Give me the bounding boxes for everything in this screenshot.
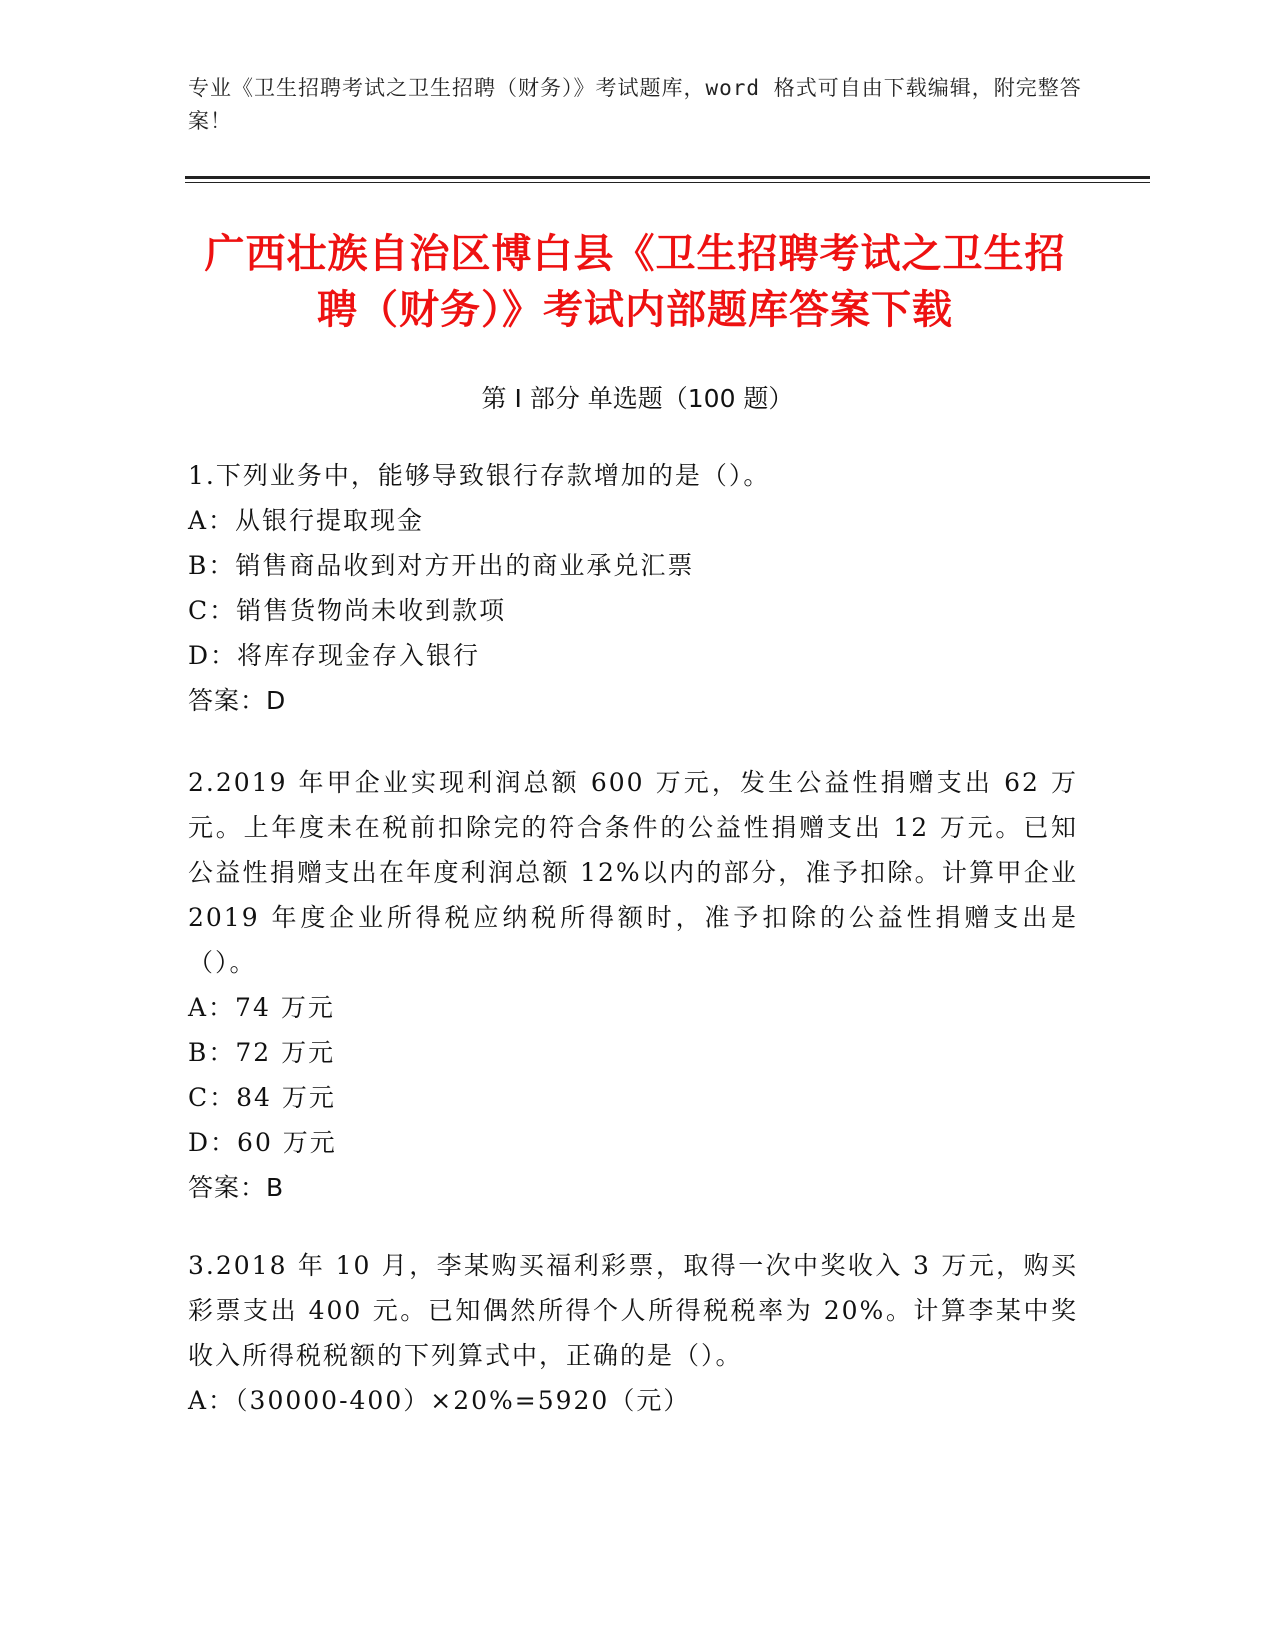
question-stem: 2.2019 年甲企业实现利润总额 600 万元，发生公益性捐赠支出 62 万元。上年度未在税前扣除完的符合条件的公益性捐赠支出 12 万元。已知公益性捐赠支出在年度利润总额 12%以内的部分，准予扣除。计算甲企业 2019 年度企业所得税应纳税所得额时，准予扣除的公益性捐赠支出是（）。 — [188, 768, 1078, 977]
question-2 — [188, 760, 1078, 1210]
question-stem: 1.下列业务中，能够导致银行存款增加的是（）。 — [188, 461, 771, 490]
question-stem: 3.2018 年 10 月，李某购买福利彩票，取得一次中奖收入 3 万元，购买彩票支出 400 元。已知偶然所得个人所得税税率为 20%。计算李某中奖收入所得税税额的下列算式中，正确的是（）。 — [188, 1251, 1078, 1370]
option-a: A：（30000-400）×20%=5920（元） — [188, 1386, 691, 1415]
question-3 — [188, 1243, 1078, 1423]
option-c: C：销售货物尚未收到款项 — [188, 596, 507, 625]
header-note: 专业《卫生招聘考试之卫生招聘（财务）》考试题库，word 格式可自由下载编辑，附完整答案！ — [188, 76, 1082, 133]
option-b: B：72 万元 — [188, 1038, 336, 1067]
option-d: D：将库存现金存入银行 — [188, 641, 481, 670]
option-d: D：60 万元 — [188, 1128, 337, 1157]
document-title: 广西壮族自治区博白县《卫生招聘考试之卫生招聘（财务）》考试内部题库答案下载 — [204, 231, 1066, 333]
answer-line: 答案：B — [188, 1173, 285, 1202]
option-a: A：从银行提取现金 — [188, 506, 425, 535]
header-divider-thin — [185, 182, 1150, 183]
section-title: 第 I 部分 单选题（100 题） — [481, 384, 794, 413]
answer-line: 答案：D — [188, 686, 287, 715]
option-b: B：销售商品收到对方开出的商业承兑汇票 — [188, 551, 695, 580]
option-c: C：84 万元 — [188, 1083, 336, 1112]
option-a: A：74 万元 — [188, 993, 335, 1022]
header-divider-thick — [185, 176, 1150, 179]
question-1 — [188, 453, 1078, 723]
